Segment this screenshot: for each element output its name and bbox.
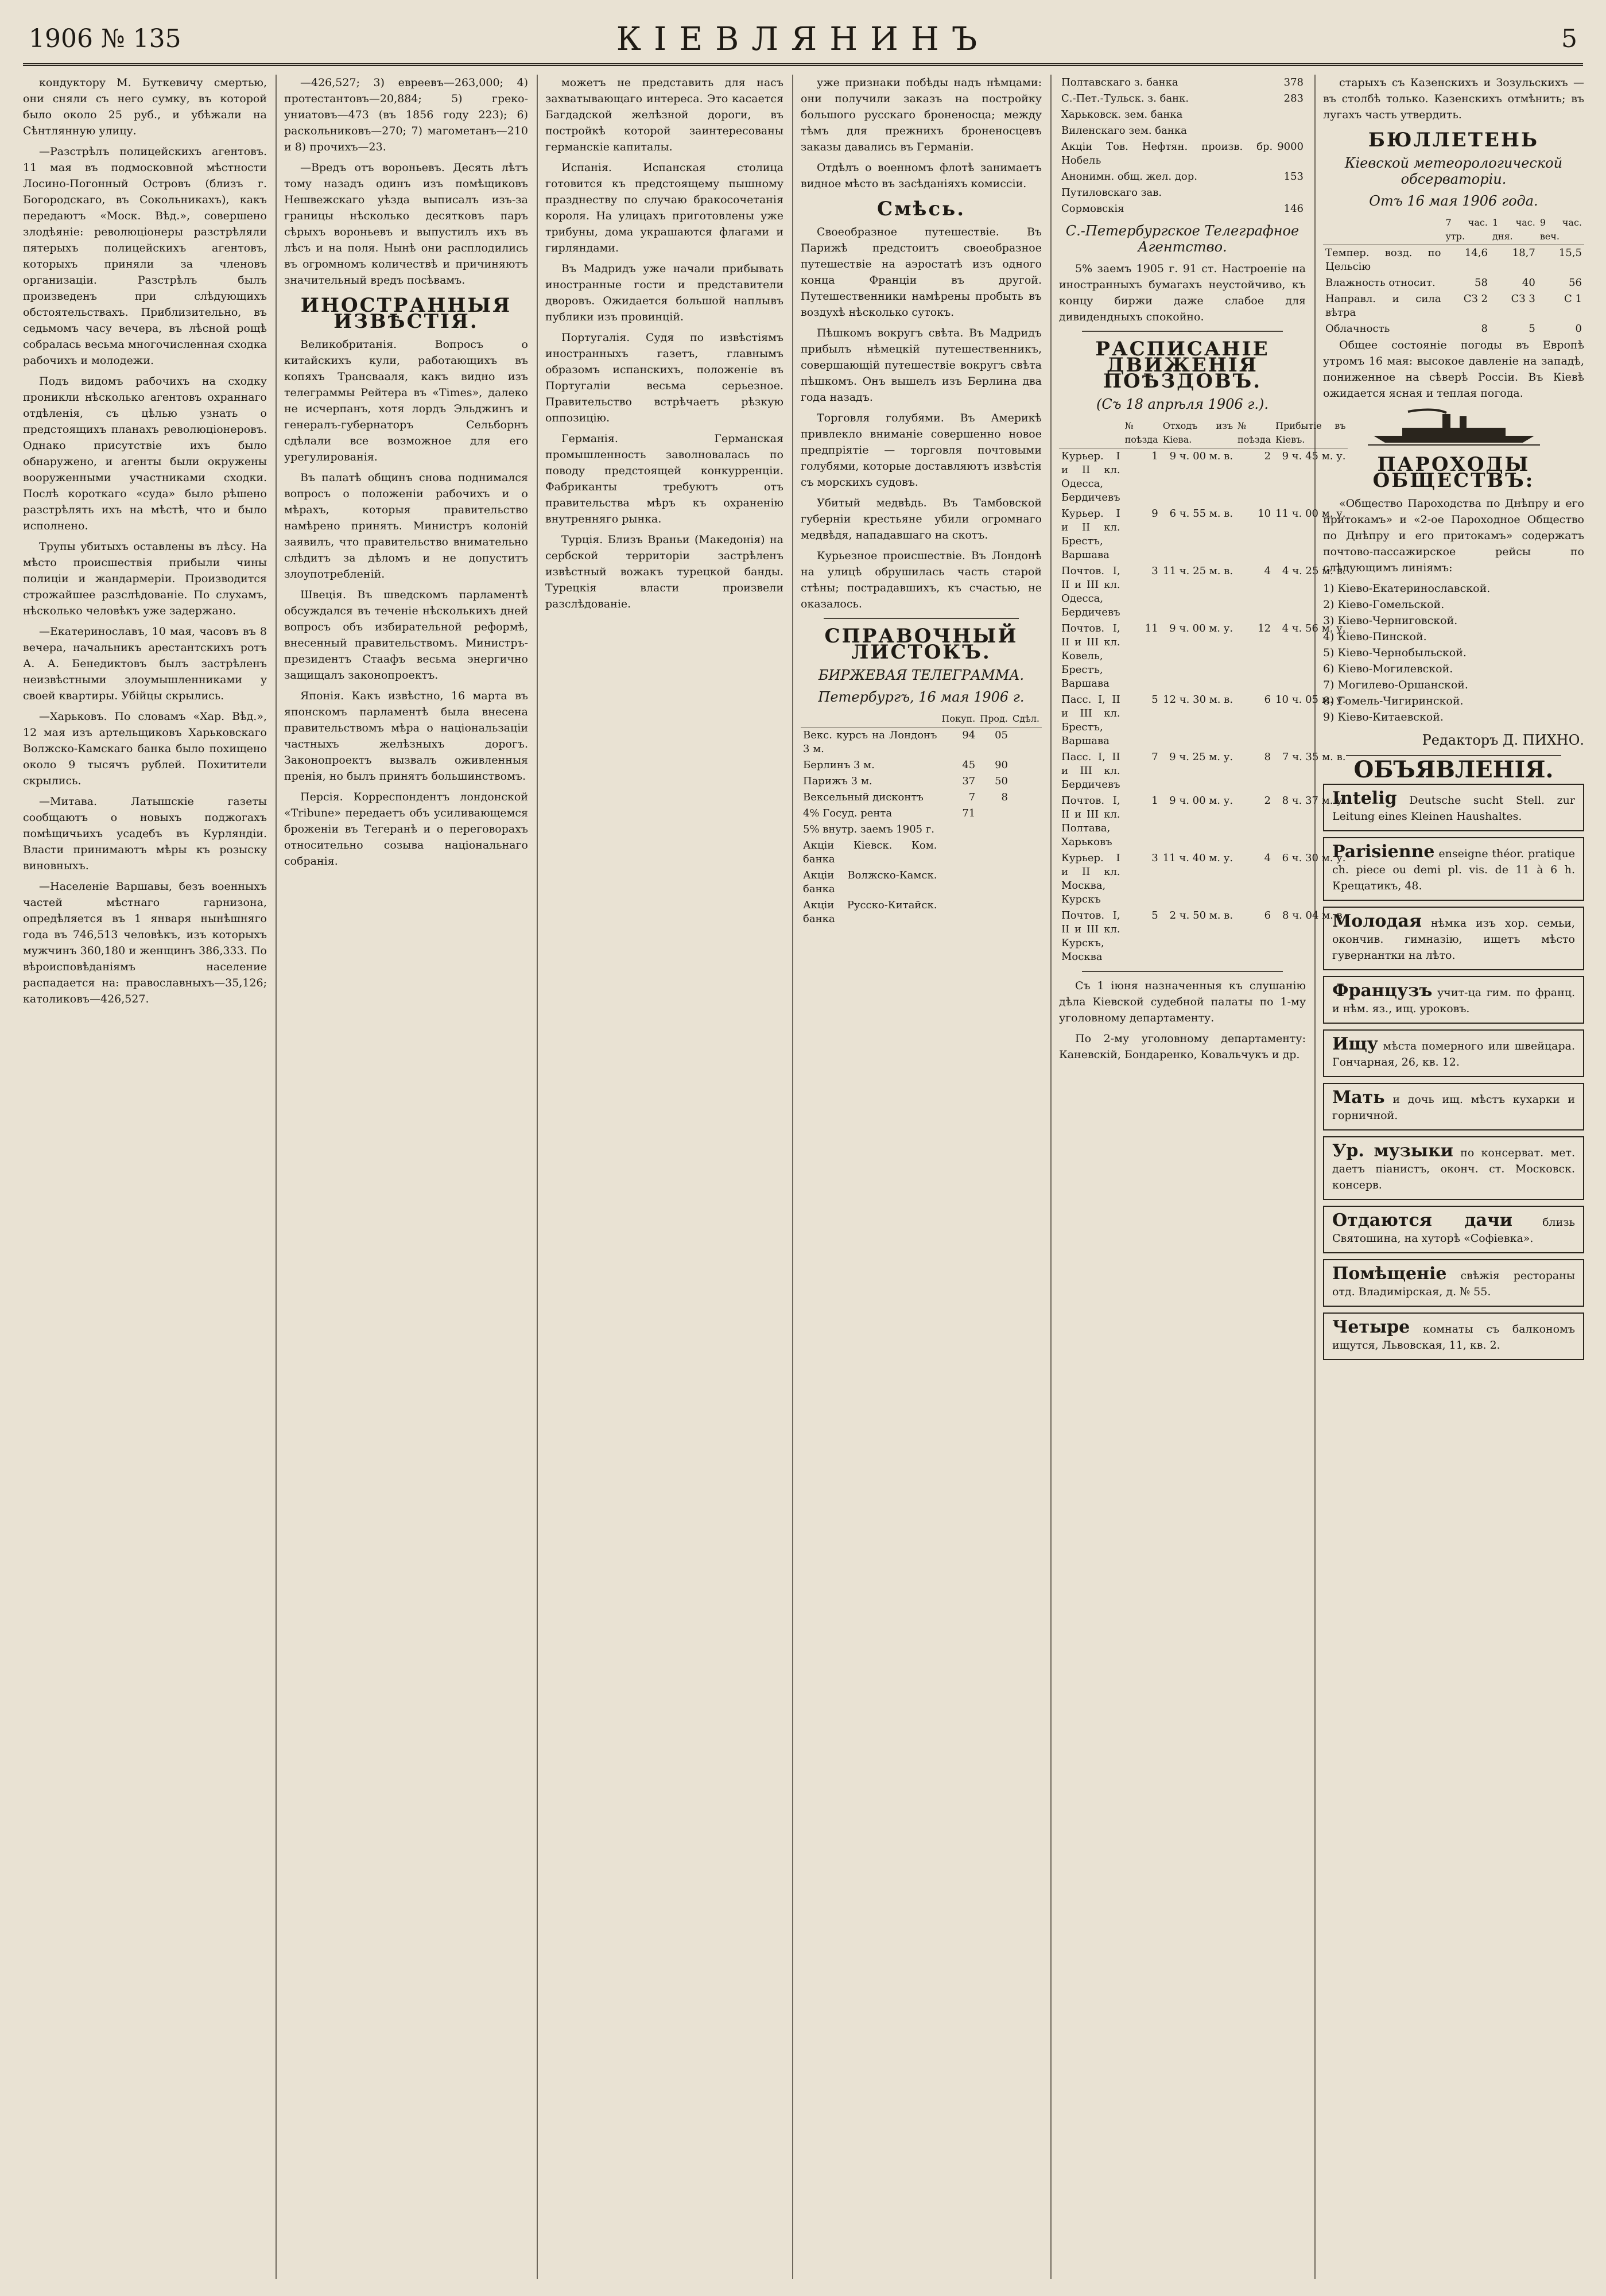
- ad-keyword: Ур. музыки: [1332, 1141, 1453, 1161]
- article-paragraph: —Населеніе Варшавы, безъ военныхъ частей мѣстнаго гарнизона, опредѣляется въ 1 января нынѣшняго года въ 746,513 человѣкъ, изъ которыхъ мужчинъ 360,180 и женщинъ 386,333. По вѣроисповѣданіямъ население распадается на: православныхъ—35,126; католиковъ—426,527.: [23, 880, 267, 1005]
- table-row: [1059, 621, 1348, 692]
- table-row: [1059, 75, 1306, 91]
- cell: 8: [1264, 751, 1271, 763]
- table-row: [801, 789, 1042, 806]
- cell: 153: [1283, 171, 1304, 183]
- cell: 11 ч. 00 м. у.: [1275, 508, 1346, 520]
- route: Пасс. I, II и III кл. Бердичевъ: [1061, 751, 1120, 791]
- cell: [1010, 838, 1042, 868]
- cell: [939, 897, 977, 927]
- row-name: Путиловскаго зав.: [1061, 187, 1162, 199]
- cell: 56: [1569, 277, 1582, 289]
- cell: 94: [962, 729, 976, 741]
- cell: 9000: [1277, 141, 1304, 153]
- cell: 90: [995, 759, 1008, 771]
- cell: 71: [962, 807, 976, 819]
- cell: 7: [968, 791, 976, 803]
- cell: 9 ч. 00 м. в.: [1169, 450, 1233, 462]
- table-header: 9 час. веч.: [1538, 215, 1584, 245]
- cell: 7: [1151, 751, 1158, 763]
- route: Почтов. I, II и III кл. Курскъ, Москва: [1061, 909, 1120, 963]
- column-3: [545, 75, 783, 2279]
- row-name: Темпер. возд. по Цельсію: [1325, 247, 1441, 273]
- cell: [939, 822, 977, 838]
- article-paragraph: —Разстрѣлъ полицейскихъ агентовъ. 11 мая въ подмосковной мѣстности Лосино-Погонный Островъ (близъ г. Богородскаго, въ Сокольникахъ), какъ передаютъ «Моск. Вѣд.», совершено злодѣяніе: революціонеры разстрѣляли пятерыхъ полицейскихъ агентовъ, которыхъ приняли за членовъ организаціи. Разстрѣлъ былъ произведенъ при слѣдующихъ обстоятельствахъ. Приблизительно, въ седьмомъ часу вечера, въ лѣсной рощѣ собралась весьма многочисленная сходка рабочихъ и молодежи.: [23, 145, 267, 367]
- table-row: [1059, 908, 1348, 965]
- cell: 37: [962, 775, 976, 787]
- table-row: [1059, 793, 1348, 850]
- table-row: [1059, 169, 1306, 185]
- ad-keyword: Французъ: [1332, 981, 1433, 1001]
- row-name: Виленскаго зем. банка: [1061, 125, 1187, 137]
- cell: [1010, 868, 1042, 897]
- ad-text: Deutsche sucht Stell. zur Leitung eines Kleinen Haushaltes.: [1332, 794, 1575, 823]
- cell: [939, 868, 977, 897]
- cell: 146: [1283, 203, 1304, 215]
- cell: 40: [1522, 277, 1535, 289]
- cell: 11 ч. 25 м. в.: [1163, 565, 1233, 577]
- cell: [1275, 185, 1306, 201]
- bulletin-text: Общее состояніе погоды въ Европѣ утромъ 16 мая: высокое давленіе на западѣ, пониженное на сѣверѣ Россіи. Въ Кіевѣ ожидается ясная и теплая погода.: [1323, 339, 1584, 400]
- table-row: [801, 838, 1042, 868]
- table-row: [1059, 201, 1306, 217]
- exchange-table: [801, 711, 1042, 927]
- court-notice: Съ 1 іюня назначенныя къ слушанію дѣла Кіевской судебной палаты по 1-му уголовному департаменту.: [1059, 979, 1306, 1024]
- issue-number: 1906 № 135: [29, 24, 181, 53]
- route: Почтов. I, II и III кл. Полтава, Харьковъ: [1061, 795, 1120, 848]
- cell: 6 ч. 55 м. в.: [1169, 508, 1233, 520]
- row-name: Полтавскаго з. банка: [1061, 76, 1178, 88]
- cell: 9 ч. 45 м. у.: [1282, 450, 1346, 462]
- table-header: [1059, 418, 1123, 448]
- schedule-subtitle: (Съ 18 апрѣля 1906 г.).: [1096, 396, 1269, 412]
- article-paragraph: Японія. Какъ извѣстно, 16 марта въ японскомъ парламентѣ была внесена правительствомъ мѣра о національзаціи частныхъ желѣзныхъ дорогъ. Законопроектъ вызвалъ оживленныя пренія, но былъ принятъ большинствомъ.: [284, 690, 528, 783]
- table-row: [1323, 275, 1584, 291]
- ad-text: enseigne théor. pratique ch. piece ou demi pl. vis. de 11 à 6 h. Крещатикъ, 48.: [1332, 847, 1575, 892]
- table-header: 7 час. утр.: [1443, 215, 1489, 245]
- article-paragraph: Отдѣлъ о военномъ флотѣ занимаетъ видное мѣсто въ засѣданіяхъ комиссіи.: [801, 161, 1042, 190]
- table-header: Прибытіе въ Кіевъ.: [1273, 418, 1348, 448]
- cell: 12 ч. 30 м. в.: [1163, 694, 1233, 706]
- ad-keyword: Помѣщеніе: [1332, 1264, 1447, 1284]
- table-header: Прод.: [977, 711, 1010, 727]
- ad-text: и дочь ищ. мѣстъ кухарки и горничной.: [1332, 1093, 1575, 1122]
- cell: [1010, 757, 1042, 773]
- shipping-line: 1) Кіево-Екатеринославской.: [1323, 582, 1491, 595]
- shipping-line: 5) Кіево-Чернобыльской.: [1323, 646, 1467, 659]
- row-name: Сормовскія: [1061, 203, 1124, 215]
- shipping-line: 7) Могилево-Оршанской.: [1323, 679, 1468, 691]
- cell: [1275, 123, 1306, 139]
- article-paragraph: Португалія. Судя по извѣстіямъ иностранныхъ газетъ, главнымъ образомъ испанскихъ, положеніе въ Португаліи весьма серьезное. Правительство встрѣчаетъ рѣзкую оппозицію.: [545, 331, 783, 424]
- article-paragraph: можетъ не представить для насъ захватывающаго интереса. Это касается Багдадской желѣзной дороги, въ постройкѣ которой заинтересованы германскіе капиталы.: [545, 76, 783, 153]
- table-row: [801, 773, 1042, 789]
- article-paragraph: Торговля голубями. Въ Америкѣ привлекло вниманіе совершенно новое предпріятіе — торговля почтовыми голубями, которые доставляютъ извѣстія съ морскихъ судовъ.: [801, 412, 1042, 489]
- row-name: Влажность относит.: [1325, 277, 1436, 289]
- cell: [977, 822, 1010, 838]
- table-row: [801, 757, 1042, 773]
- court-notice: По 2-му уголовному департаменту: Каневскій, Бондаренко, Ковальчукъ и др.: [1059, 1032, 1306, 1061]
- cell: 4 ч. 56 м. у.: [1282, 622, 1346, 634]
- article-paragraph: —Екатеринославъ, 10 мая, часовъ въ 8 вечера, начальникъ арестантскихъ ротъ А. А. Бенедиктовъ былъ застрѣленъ неизвѣстными злоумышленниками у своей квартиры. Убійцы скрылись.: [23, 625, 267, 702]
- cell: 58: [1475, 277, 1488, 289]
- article-paragraph: Въ Мадридъ уже начали прибывать иностранные гости и представители дворовъ. Ожидается большой наплывъ публики изъ провинцій.: [545, 262, 783, 323]
- route: Почтов. I, II и III кл. Ковель, Брестъ, Варшава: [1061, 622, 1120, 690]
- article-paragraph: Швеція. Въ шведскомъ парламентѣ обсуждался въ теченіе нѣсколькихъ дней вопросъ объ избирательной реформѣ, внесенный правительствомъ. Министръ-президентъ Стаафъ весьма энергично защищалъ законопроектъ.: [284, 588, 528, 682]
- ad-keyword: Молодая: [1332, 911, 1422, 931]
- editor-signature: Редакторъ Д. ПИХНО.: [1422, 732, 1584, 748]
- cell: 2: [1264, 450, 1271, 462]
- ad-text: по консерват. мет. даетъ піанистъ, оконч. ст. Московск. консерв.: [1332, 1147, 1576, 1191]
- ad-text: нѣмка изъ хор. семьи, окончив. гимназію, ищетъ мѣсто гувернантки на лѣто.: [1332, 917, 1575, 962]
- shipping-line: 4) Кіево-Пинской.: [1323, 630, 1427, 643]
- table-row: [1059, 448, 1348, 506]
- cell: 10 ч. 05 м. у.: [1275, 694, 1346, 706]
- ad-item: [1323, 1029, 1584, 1077]
- table-row: [1323, 245, 1584, 276]
- table-row: [1323, 291, 1584, 321]
- row-name: Векс. курсъ на Лондонъ 3 м.: [803, 729, 937, 755]
- column-1: [23, 75, 267, 2279]
- exchange-date: Петербургъ, 16 мая 1906 г.: [818, 689, 1025, 705]
- cell: 5: [1529, 323, 1535, 335]
- ad-text: учит-ца гим. по франц. и нѣм. яз., ищ. уроковъ.: [1332, 986, 1575, 1015]
- ad-keyword: Ищу: [1332, 1034, 1379, 1054]
- table-row: [1059, 139, 1306, 169]
- ad-item: [1323, 976, 1584, 1024]
- article-paragraph: Персія. Корреспондентъ лондонской «Tribune» передаетъ объ усиливающемся броженіи въ Тегеранѣ и о переговорахъ относительно созыва національнаго собранія.: [284, 791, 528, 868]
- row-name: Акціи Кіевск. Ком. банка: [803, 839, 937, 865]
- cell: С 1: [1564, 293, 1582, 305]
- cell: СЗ 2: [1463, 293, 1488, 305]
- table-row: [1059, 185, 1306, 201]
- table-row: [1059, 107, 1306, 123]
- row-name: С.-Пет.-Тульск. з. банк.: [1061, 92, 1189, 104]
- ad-keyword: Parisienne: [1332, 842, 1435, 862]
- cell: 5: [1151, 694, 1158, 706]
- row-name: 5% внутр. заемъ 1905 г.: [803, 823, 934, 835]
- article-paragraph: Въ палатѣ общинъ снова поднимался вопросъ о положеніи рабочихъ и о мѣрахъ, которыя правительство намѣрено принять. Министръ колоній заявилъ, что правительство внимательно слѣдитъ за дѣломъ и не допуститъ злоупотребленій.: [284, 471, 528, 580]
- column-5: [1059, 75, 1346, 2279]
- article-paragraph: —Митава. Латышскіе газеты сообщаютъ о новыхъ поджогахъ помѣщичьихъ усадебъ въ Курляндіи. Власти принимаютъ мѣры къ розыску виновныхъ.: [23, 795, 267, 872]
- column-rule: [792, 75, 793, 2279]
- cell: 11 ч. 40 м. у.: [1162, 852, 1233, 864]
- row-name: Анонимн. общ. жел. дор.: [1061, 171, 1198, 183]
- route: Почтов. I, II и III кл. Одесса, Бердичевъ: [1061, 565, 1120, 618]
- cell: 4: [1264, 565, 1271, 577]
- article-paragraph: —Харьковъ. По словамъ «Хар. Вѣд.», 12 мая изъ артельщиковъ Харьковскаго Волжско-Камскаго банка было похищено около 9 тысячъ рублей. Похитители скрылись.: [23, 710, 267, 787]
- cell: 9 ч. 25 м. у.: [1169, 751, 1233, 763]
- cell: 0: [1575, 323, 1582, 335]
- table-row: [1059, 850, 1348, 908]
- bulletin-subtitle: Кіевской метеорологической обсерваторіи.: [1344, 155, 1563, 187]
- route: Пасс. I, II и III кл. Брестъ, Варшава: [1061, 694, 1120, 747]
- ad-item: [1323, 907, 1584, 970]
- cell: 1: [1151, 450, 1158, 462]
- cell: 15,5: [1558, 247, 1582, 259]
- ad-text: мѣста померного или швейцара. Гончарная, 26, кв. 12.: [1332, 1040, 1575, 1068]
- row-name: 4% Госуд. рента: [803, 807, 893, 819]
- cell: [977, 897, 1010, 927]
- ad-keyword: Intelig: [1332, 788, 1397, 808]
- ad-keyword: Четыре: [1332, 1317, 1410, 1337]
- table-row: [801, 897, 1042, 927]
- article-paragraph: Курьезное происшествіе. Въ Лондонѣ на улицѣ обрушилась часть старой стѣны; пострадавшихъ, къ счастью, не оказалось.: [801, 549, 1042, 610]
- cell: [977, 868, 1010, 897]
- table-header: [1323, 215, 1443, 245]
- section-title-foreign-news: ИНОСТРАННЫЯ ИЗВѢСТІЯ.: [300, 294, 512, 333]
- telegraph-text: 5% заемъ 1905 г. 91 ст. Настроеніе на иностранныхъ бумагахъ неустойчиво, къ концу биржи даже слабое для дивидендныхъ спокойно.: [1059, 262, 1306, 323]
- table-row: [801, 822, 1042, 838]
- article-paragraph: кондуктору М. Буткевичу смертью, они сняли съ него сумку, въ которой было около 25 руб., и убѣжали на Cѣнтлянную улицу.: [23, 76, 267, 137]
- cell: 11: [1145, 622, 1158, 634]
- table-row: [801, 806, 1042, 822]
- ad-item: [1323, 1083, 1584, 1130]
- cell: 8 ч. 37 м. у.: [1282, 795, 1346, 807]
- table-header: № поѣзда: [1235, 418, 1273, 448]
- route: Курьер. I и II кл. Москва, Курскъ: [1061, 852, 1120, 905]
- shipping-line: 3) Кіево-Черниговской.: [1323, 614, 1458, 627]
- cell: 12: [1258, 622, 1271, 634]
- stock-table: [1059, 75, 1306, 217]
- exchange-title: БИРЖЕВАЯ ТЕЛЕГРАММА.: [818, 667, 1025, 683]
- row-name: Вексельный дисконтъ: [803, 791, 924, 803]
- cell: 10: [1258, 508, 1271, 520]
- cell: [977, 806, 1010, 822]
- divider: [824, 618, 1019, 619]
- column-4: [801, 75, 1042, 2279]
- article-paragraph: Германія. Германская промышленность заволновалась по поводу предстоящей конкурренціи. Фабриканты требуютъ отъ правительства мѣръ къ охраненію внутренняго рынка.: [545, 432, 783, 525]
- cell: 9 ч. 00 м. у.: [1169, 622, 1233, 634]
- shipping-title: ПАРОХОДЫ ОБЩЕСТВЪ:: [1372, 453, 1535, 492]
- article-paragraph: Пѣшкомъ вокругъ свѣта. Въ Мадридъ прибылъ нѣмецкій путешественникъ, совершающій путешествіе вокругъ свѣта пѣшкомъ. Онъ вышелъ изъ Берлина два года назадъ.: [801, 327, 1042, 404]
- page-number: 5: [1561, 24, 1577, 53]
- cell: СЗ 3: [1511, 293, 1535, 305]
- ad-item: [1323, 784, 1584, 831]
- cell: [1010, 897, 1042, 927]
- table-header: 1 час. дня.: [1490, 215, 1538, 245]
- ad-item: [1323, 1312, 1584, 1360]
- article-paragraph: Великобританія. Вопросъ о китайскихъ кули, работающихъ въ копяхъ Трансвааля, какъ видно изъ телеграммы Рейтера въ «Times», далеко не исчерпанъ, хотя лордъ Эльджинъ и генералъ-губернаторъ Сельборнъ сдѣлали все возможное для его урегулированія.: [284, 338, 528, 463]
- table-row: [1059, 692, 1348, 749]
- ad-keyword: Мать: [1332, 1087, 1385, 1108]
- section-title-reference: СПРАВОЧНЫЙ ЛИСТОКЪ.: [824, 625, 1018, 664]
- cell: 05: [995, 729, 1008, 741]
- column-rule: [1314, 75, 1316, 2279]
- cell: 7 ч. 35 м. в.: [1282, 751, 1346, 763]
- section-title-miscellany: Смѣсь.: [876, 198, 966, 220]
- cell: 4: [1264, 852, 1271, 864]
- newspaper-title: КІЕВЛЯНИНЪ: [616, 21, 990, 58]
- cell: 8: [1481, 323, 1488, 335]
- ad-keyword: Отдаются дачи: [1332, 1210, 1513, 1230]
- column-6: [1323, 75, 1584, 2279]
- train-schedule-table: [1059, 418, 1348, 965]
- schedule-title: РАСПИСАНІЕ ДВИЖЕНІЯ ПОѢЗДОВЪ.: [1095, 338, 1270, 393]
- ad-item: [1323, 1259, 1584, 1307]
- column-rule: [537, 75, 538, 2279]
- row-name: Харьковск. зем. банка: [1061, 109, 1183, 121]
- table-row: [1059, 563, 1348, 621]
- table-row: [801, 868, 1042, 897]
- cell: 8 ч. 04 м. в.: [1282, 909, 1346, 922]
- table-row: [1323, 321, 1584, 337]
- cell: [1275, 107, 1306, 123]
- row-name: Парижъ 3 м.: [803, 775, 872, 787]
- cell: 2 ч. 50 м. в.: [1169, 909, 1233, 922]
- weather-table: [1323, 215, 1584, 337]
- cell: 283: [1283, 92, 1304, 104]
- cell: 45: [962, 759, 976, 771]
- cell: [939, 838, 977, 868]
- article-paragraph: —426,527; 3) евреевъ—263,000; 4) протестантовъ—20,884; 5) греко-униатовъ—473 (въ 1856 году 223); 6) раскольниковъ—270; 7) магометанъ—210 и 8) прочихъ—23.: [284, 76, 528, 153]
- cell: 18,7: [1512, 247, 1535, 259]
- ads-title: ОБЪЯВЛЕНІЯ.: [1353, 756, 1554, 783]
- ad-text: близь Святошина, на хуторѣ «Софіевка».: [1332, 1216, 1575, 1245]
- table-row: [801, 727, 1042, 758]
- cell: [1010, 789, 1042, 806]
- article-paragraph: Испанія. Испанская столица готовится къ предстоящему пышному празднеству по случаю бракосочетанія короля. На улицахъ приготовлены уже трибуны, дома украшаются флагами и гирляндами.: [545, 161, 783, 254]
- cell: 3: [1151, 852, 1158, 864]
- cell: 8: [1001, 791, 1008, 803]
- cell: 378: [1283, 76, 1304, 88]
- bulletin-title: БЮЛЛЕТЕНЬ: [1368, 129, 1539, 152]
- table-header: Покуп.: [939, 711, 977, 727]
- cell: [1010, 727, 1042, 758]
- divider: [1082, 971, 1283, 972]
- ad-item: [1323, 1206, 1584, 1253]
- cell: 9: [1151, 508, 1158, 520]
- cell: 6: [1264, 694, 1271, 706]
- divider: [1082, 331, 1283, 332]
- cell: 9 ч. 00 м. у.: [1169, 795, 1233, 807]
- cell: 3: [1151, 565, 1158, 577]
- cell: 50: [995, 775, 1008, 787]
- table-header: № поѣзда: [1123, 418, 1161, 448]
- article-paragraph: Своеобразное путешествіе. Въ Парижѣ предстоитъ своеобразное путешествіе на аэростатѣ изъ одного конца Франціи въ другой. Путешественники намѣрены пробыть въ воздухѣ нѣсколько сутокъ.: [801, 226, 1042, 319]
- article-paragraph: Подъ видомъ рабочихъ на сходку проникли нѣсколько агентовъ охраннаго отдѣленія, съ цѣлью узнать о предстоящихъ планахъ революціонеровъ. Однако присутствіе ихъ было обнаружено, и агенты были окружены вооруженными участниками сходки. Послѣ короткаго «суда» было рѣшено разстрѣлять ихъ на мѣстѣ, что и было исполнено.: [23, 375, 267, 532]
- cell: 2: [1264, 795, 1271, 807]
- ad-item: [1323, 1136, 1584, 1200]
- row-name: Акцiи Тов. Нефтян. произв. бр. Нобель: [1061, 141, 1273, 167]
- article-paragraph: —Вредъ отъ вороньевъ. Десять лѣтъ тому назадъ одинъ изъ помѣщиковъ Нешвежскаго уѣзда выписалъ изъ-за границы нѣсколько десятковъ паръ сѣрыхъ вороньевъ и выпустилъ ихъ въ лѣсъ и на поля. Нынѣ они расплодились въ огромномъ количествѣ и причиняютъ значительный вредъ посѣвамъ.: [284, 161, 528, 286]
- cell: 6: [1264, 909, 1271, 922]
- column-2: [284, 75, 528, 2279]
- cell: 1: [1151, 795, 1158, 807]
- cell: [977, 838, 1010, 868]
- ad-text: свѣжія рестораны отд. Владимірская, д. № 55.: [1332, 1269, 1575, 1298]
- steamship-icon: [1368, 407, 1540, 447]
- row-name: Акціи Русско-Китайск. банка: [803, 899, 937, 925]
- article-paragraph: Трупы убитыхъ оставлены въ лѣсу. На мѣсто происшествія прибыли чины полиціи и жандармеріи. Производится строжайшее разслѣдованіе. По слухамъ, нѣсколько человѣкъ уже задержано.: [23, 540, 267, 617]
- table-row: [1059, 123, 1306, 139]
- ad-item: [1323, 837, 1584, 901]
- table-row: [1059, 506, 1348, 563]
- cell: 4 ч. 25 м. в.: [1282, 565, 1346, 577]
- ad-text: комнаты съ балкономъ ищутся, Львовская, 11, кв. 2.: [1332, 1323, 1575, 1352]
- article-paragraph: старыхъ съ Казенскихъ и Зозульскихъ — въ столбѣ только. Казенскихъ отмѣнить; въ лугахъ часть утвердить.: [1323, 76, 1584, 121]
- table-header: [801, 711, 939, 727]
- shipping-line: 2) Кіево-Гомельской.: [1323, 598, 1445, 611]
- route: Курьер. I и II кл. Одесса, Бердичевъ: [1061, 450, 1120, 504]
- row-name: Берлинъ 3 м.: [803, 759, 875, 771]
- article-paragraph: Турція. Близъ Враньи (Македонія) на сербской территоріи застрѣленъ извѣстный вожакъ турецкой банды. Турецкія власти произвели разслѣдованіе.: [545, 533, 783, 610]
- row-name: Облачность: [1325, 323, 1390, 335]
- cell: 6 ч. 30 м. у.: [1282, 852, 1346, 864]
- masthead: [23, 17, 1583, 66]
- column-rule: [276, 75, 277, 2279]
- shipping-intro: «Общество Пароходства по Днѣпру и его притокамъ» и «2-ое Пароходное Общество по Днѣпру и его притокамъ» содержатъ почтово-пассажирское рейсы по слѣдующимъ линіямъ:: [1323, 497, 1584, 574]
- table-header: Отходъ изъ Кіева.: [1161, 418, 1235, 448]
- route: Курьер. I и II кл. Брестъ, Варшава: [1061, 508, 1120, 561]
- table-header: Сдѣл.: [1010, 711, 1042, 727]
- article-paragraph: Убитый медвѣдь. Въ Тамбовской губерніи крестьяне убили огромнаго медвѣдя, нападавшаго на скотъ.: [801, 497, 1042, 541]
- cell: 14,6: [1464, 247, 1488, 259]
- article-paragraph: уже признаки побѣды надъ нѣмцами: они получили заказъ на постройку большого русскаго броненосца; между тѣмъ для прежнихъ броненосцевъ заказы давались въ Германіи.: [801, 76, 1042, 153]
- table-row: [1059, 749, 1348, 793]
- shipping-line: 6) Кіево-Могилевской.: [1323, 663, 1453, 675]
- cell: 5: [1151, 909, 1158, 922]
- row-name: Направл. и сила вѣтра: [1325, 293, 1441, 319]
- row-name: Акціи Волжско-Камск. банка: [803, 869, 937, 895]
- cell: [1010, 822, 1042, 838]
- table-row: [1059, 91, 1306, 107]
- cell: [1010, 773, 1042, 789]
- bulletin-date: Отъ 16 мая 1906 года.: [1369, 193, 1538, 209]
- cell: [1010, 806, 1042, 822]
- column-rule: [1050, 75, 1052, 2279]
- shipping-line: 9) Кіево-Китаевской.: [1323, 711, 1444, 723]
- telegraph-title: С.-Петербургское Телеграфное Агентство.: [1065, 223, 1299, 255]
- shipping-line: 8) Гомель-Чигиринской.: [1323, 695, 1464, 707]
